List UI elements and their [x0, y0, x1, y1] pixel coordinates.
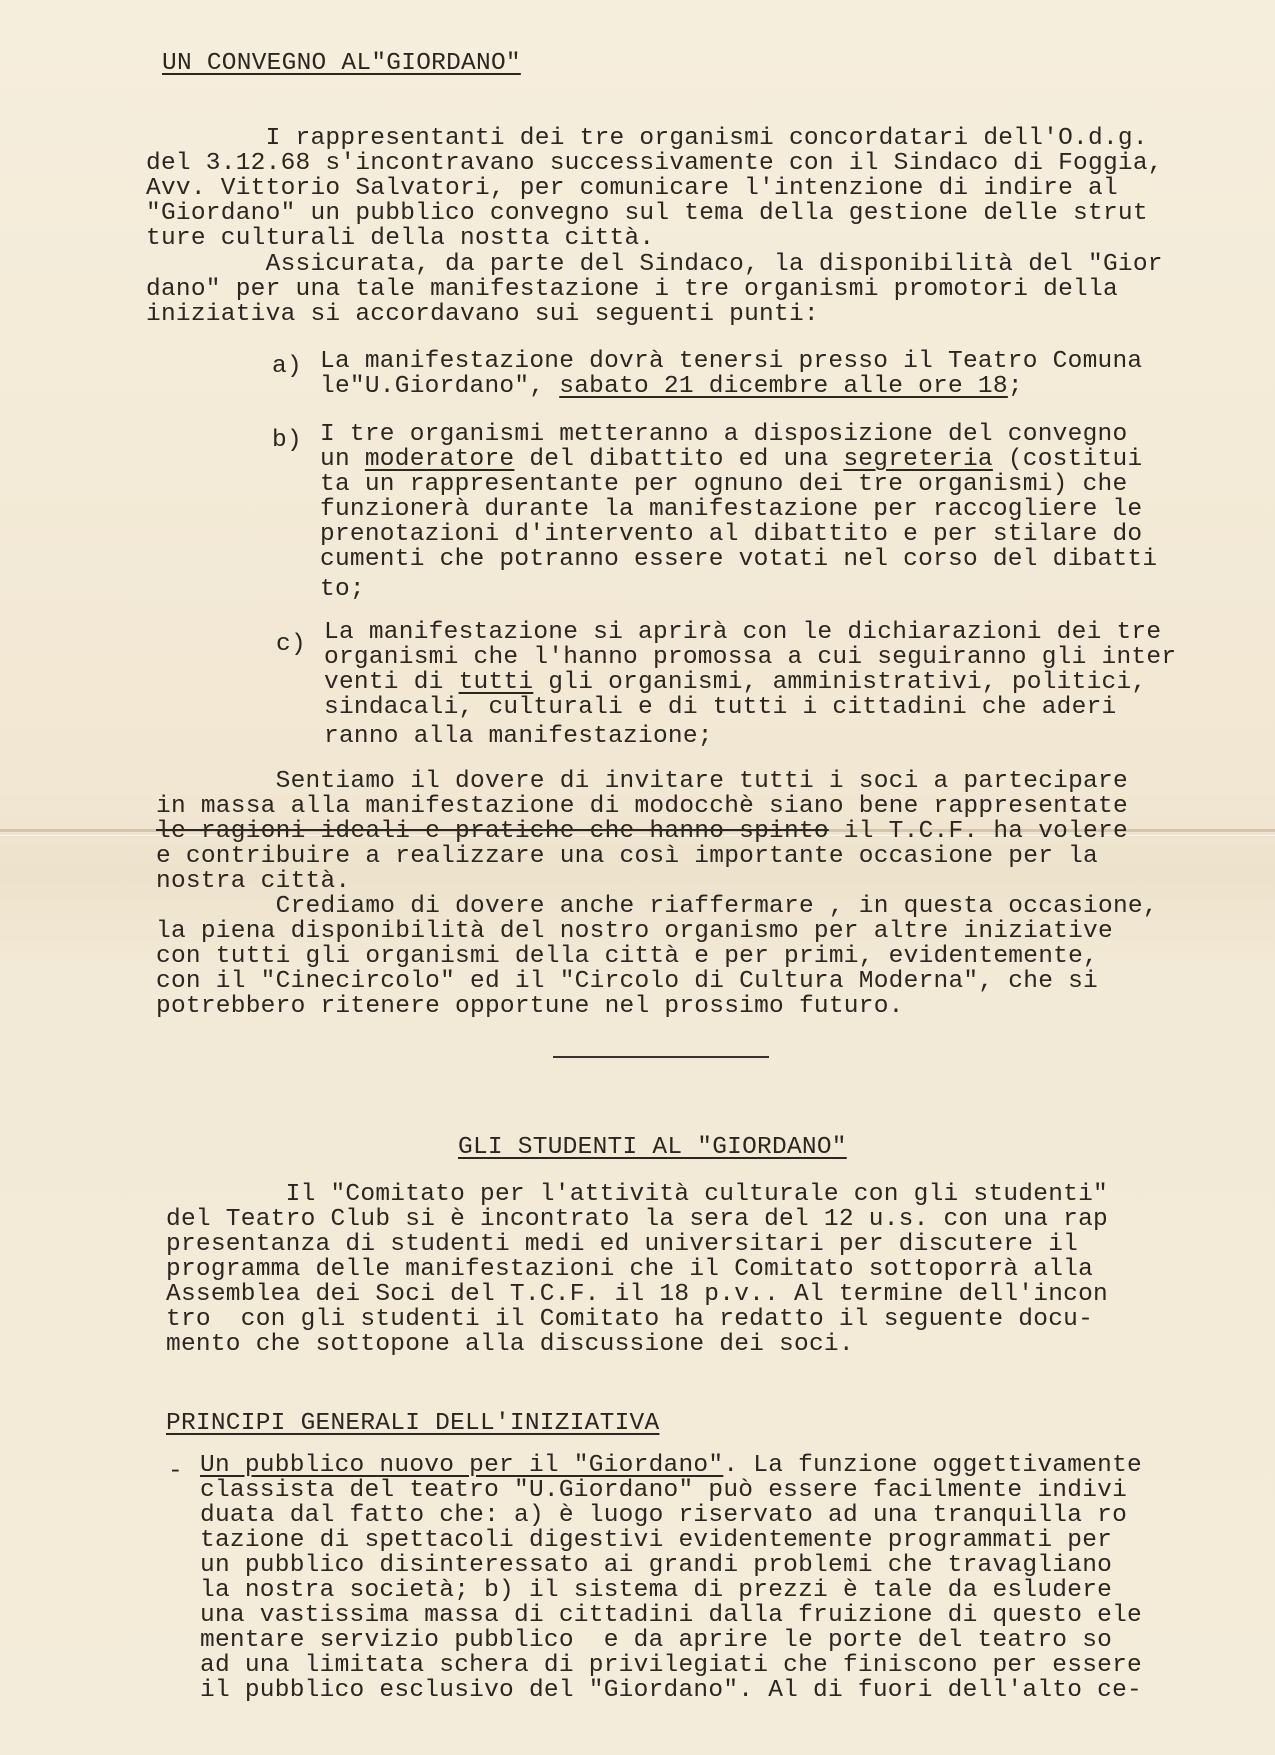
list-label-c: c): [276, 631, 306, 658]
text-line: "Giordano" un pubblico convegno sul tema della gestione delle strut: [146, 200, 1148, 227]
text-line: un pubblico disinteressato ai grandi problemi che travagliano: [200, 1552, 1113, 1579]
text-line: ad una limitata schera di privilegiati che finiscono per essere: [200, 1652, 1143, 1679]
text-line: le ragioni ideali e pratiche che hanno spinto il T.C.F. ha volere: [156, 818, 1128, 845]
text-line: Assicurata, da parte del Sindaco, la disponibilità del "Gior: [146, 251, 1163, 278]
text-line: con il "Cinecircolo" ed il "Circolo di Cultura Moderna", che si: [156, 968, 1099, 995]
text-line: classista del teatro "U.Giordano" può essere facilmente indivi: [200, 1477, 1128, 1504]
section-title-studenti: GLI STUDENTI AL "GIORDANO": [458, 1134, 847, 1161]
text-line: iniziativa si accordavano sui seguenti punti:: [146, 301, 819, 328]
struck-text: le ragioni ideali e pratiche che hanno spinto: [156, 818, 829, 845]
list-label-b: b): [272, 427, 302, 454]
text-line: Avv. Vittorio Salvatori, per comunicare l'intenzione di indire al: [146, 175, 1118, 202]
list-item-c-line: La manifestazione si aprirà con le dichiarazioni dei tre: [324, 619, 1162, 646]
bullet-dash: -: [168, 1458, 183, 1485]
list-item-c-line: ranno alla manifestazione;: [324, 723, 713, 750]
text-line: I rappresentanti dei tre organismi concordatari dell'O.d.g.: [146, 125, 1148, 152]
underlined-date: sabato 21 dicembre alle ore 18: [559, 373, 1008, 400]
text-line: in massa alla manifestazione di modocchè siano bene rappresentate: [156, 793, 1128, 820]
text-line: Crediamo di dovere anche riaffermare , in questa occasione,: [156, 893, 1158, 920]
section-title-principi: PRINCIPI GENERALI DELL'INIZIATIVA: [166, 1410, 660, 1437]
list-item-a-line: le"U.Giordano", sabato 21 dicembre alle ore 18;: [320, 373, 1023, 400]
underlined-moderatore: moderatore: [364, 446, 515, 473]
text-line: potrebbero ritenere opportune nel prossimo futuro.: [156, 993, 904, 1020]
text-line: del 3.12.68 s'incontravano successivamente con il Sindaco di Foggia,: [146, 150, 1163, 177]
list-item-b-line: I tre organismi metteranno a disposizione del convegno: [320, 421, 1128, 448]
text-line: dano" per una tale manifestazione i tre organismi promotori della: [146, 276, 1118, 303]
text-line: una vastissima massa di cittadini dalla fruizione di questo ele: [200, 1602, 1143, 1629]
list-item-b-line: prenotazioni d'intervento al dibattito e per stilare do: [320, 521, 1143, 548]
list-item-b-line: cumenti che potranno essere votati nel corso del dibatti: [320, 546, 1158, 573]
list-item-b-line: to;: [320, 576, 365, 603]
text-line: tazione di spettacoli digestivi evidentemente programmati per: [200, 1527, 1113, 1554]
underlined-tutti: tutti: [458, 669, 534, 696]
text-line: mento che sottopone alla discussione dei soci.: [166, 1331, 854, 1358]
text-line: del Teatro Club si è incontrato la sera del 12 u.s. con una rap: [166, 1206, 1109, 1233]
text-line: nostra città.: [156, 868, 351, 895]
list-item-c-line: organismi che l'hanno promossa a cui seguiranno gli inter: [324, 644, 1177, 671]
text-line: duata dal fatto che: a) è luogo riservato ad una tranquilla ro: [200, 1502, 1128, 1529]
text-line: e contribuire a realizzare una così importante occasione per la: [156, 843, 1099, 870]
list-item-a-line: La manifestazione dovrà tenersi presso il Teatro Comuna: [320, 348, 1143, 375]
section-title-convegno: UN CONVEGNO AL"GIORDANO": [162, 50, 521, 77]
text-line: Assemblea dei Soci del T.C.F. il 18 p.v.. Al termine dell'incon: [166, 1281, 1109, 1308]
text-line: tro con gli studenti il Comitato ha redatto il seguente docu-: [166, 1306, 1094, 1333]
list-item-c-line: sindacali, culturali e di tutti i cittadini che aderi: [324, 694, 1117, 721]
list-label-a: a): [272, 353, 302, 380]
list-item-b-line: funzionerà durante la manifestazione per raccogliere le: [320, 496, 1143, 523]
list-item-b-line: un moderatore del dibattito ed una segreteria (costitui: [320, 446, 1143, 473]
text-line: Il "Comitato per l'attività culturale con gli studenti": [166, 1181, 1109, 1208]
underlined-heading-phrase: Un pubblico nuovo per il "Giordano": [200, 1452, 724, 1479]
text-line: Un pubblico nuovo per il "Giordano". La funzione oggettivamente: [200, 1452, 1143, 1479]
text-line: la piena disponibilità del nostro organismo per altre iniziative: [156, 918, 1113, 945]
text-line: Sentiamo il dovere di invitare tutti i soci a partecipare: [156, 768, 1128, 795]
text-line: ture culturali della nostta città.: [146, 225, 655, 252]
list-item-b-line: ta un rappresentante per ognuno dei tre organismi) che: [320, 471, 1128, 498]
text-line: programma delle manifestazioni che il Comitato sottoporrà alla: [166, 1256, 1094, 1283]
text-line: la nostra società; b) il sistema di prezzi è tale da esludere: [200, 1577, 1113, 1604]
text-line: il pubblico esclusivo del "Giordano". Al di fuori dell'alto ce-: [200, 1677, 1143, 1704]
text-line: mentare servizio pubblico e da aprire le porte del teatro so: [200, 1627, 1113, 1654]
underlined-segreteria: segreteria: [843, 446, 993, 473]
list-item-c-line: venti di tutti gli organismi, amministrativi, politici,: [324, 669, 1147, 696]
text-line: presentanza di studenti medi ed universitari per discutere il: [166, 1231, 1079, 1258]
text-line: con tutti gli organismi della città e per primi, evidentemente,: [156, 943, 1099, 970]
section-divider: [553, 1056, 769, 1058]
